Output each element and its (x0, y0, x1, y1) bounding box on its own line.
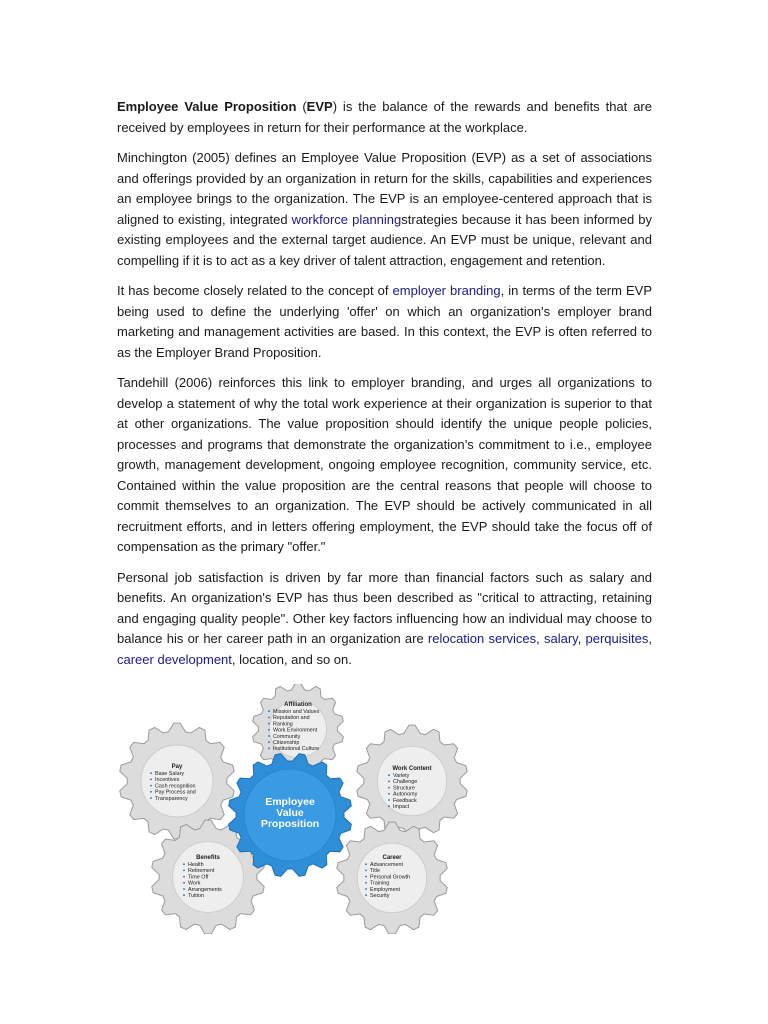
evp-gear-diagram (115, 684, 475, 934)
text-span: ( (296, 99, 307, 114)
gear-affiliation-item: Ranking (273, 721, 293, 728)
text-span: Tandehill (2006) reinforces this link to employer branding, and urges all organizations to develop a statement of why the total work experience at their organization is superior to that at other organizations. The value proposition should identify the unique people policies, processes and programs that demonstrate the organization’s commitment to i.e., employee growth, management development, ongoing employee recognition, community service, etc. Contained within the value proposition are the central reasons that people will choose to commit themselves to an organization. The EVP should be actively communicated in all recruitment efforts, and in letters offering employment, the EVP should take the focus off of compensation as the primary "offer." (117, 375, 652, 554)
text-span: strategies because it has been informed by existing employees and the external target audience. An EVP must be unique, relevant and compelling if it is to act as a key driver of talent attraction, engagement and retention. (117, 211, 653, 268)
gear-career-title: Career (382, 855, 402, 861)
link-salary[interactable]: salary (543, 631, 578, 646)
paragraph-employer-branding (117, 281, 652, 363)
paragraph-job-satisfaction (117, 568, 652, 671)
bullet-icon (150, 772, 152, 774)
bullet-icon (268, 717, 270, 719)
gear-affiliation-item: Work Environment (273, 727, 318, 734)
bullet-icon (388, 787, 390, 789)
gear-benefits-item: Arrangements (188, 886, 222, 893)
bullet-icon (268, 735, 270, 737)
gear-work_content-item: Impact (393, 804, 410, 810)
bullet-icon (183, 894, 185, 896)
gear-work_content-item: Autonomy (393, 791, 418, 798)
text-span: , location, and so on. (231, 651, 352, 667)
gear-career-item: Personal Growth (370, 874, 411, 881)
bullet-icon (388, 793, 390, 795)
gear-work_content (357, 725, 467, 837)
gear-affiliation-item: Institutional Culture (273, 746, 320, 753)
gear-pay (120, 723, 234, 839)
bullet-icon (388, 805, 390, 807)
bullet-icon (268, 748, 270, 750)
bullet-icon (268, 741, 270, 743)
gear-career-item: Training (370, 880, 390, 887)
bullet-icon (365, 882, 367, 884)
gear-work_content-item: Structure (393, 785, 415, 792)
gear-benefits-item: Tuition (188, 893, 204, 899)
bullet-icon (365, 870, 367, 872)
gear-career-item: Title (370, 868, 380, 875)
gear-benefits-item: Work (188, 880, 201, 887)
gear-work_content-item: Variety (393, 773, 410, 779)
bullet-icon (150, 785, 152, 787)
bullet-icon (388, 774, 390, 776)
bullet-icon (150, 779, 152, 781)
bullet-icon (183, 882, 185, 884)
gear-benefits-title: Benefits (196, 855, 220, 861)
gear-diagram-svg (115, 684, 475, 934)
text-span: Personal job satisfaction is driven by far more than financial factors such as salary and benefits. An organization's EVP has thus been described as "critical to attracting, retaining and engaging quality people". Other key factors influencing how an individual may choose to balance his or her career path in an organization are (117, 569, 652, 646)
gear-affiliation-item: Citizenship (273, 740, 300, 746)
gear-work_content-item: Challenge (393, 779, 418, 786)
gear-pay-item: Base Salary (155, 771, 185, 777)
document-body (117, 97, 652, 680)
bullet-icon (365, 863, 367, 865)
bullet-icon (150, 797, 152, 799)
text-span: Minchington (2005) defines an Employee Value Proposition (EVP) as a set of associations and offerings provided by an organization in return for the skills, capabilities and experiences an employee brings to the organization. The EVP is an employee-centered approach that is aligned to existing, integrated (117, 150, 652, 227)
bullet-icon (150, 791, 152, 793)
gear-affiliation-item: Reputation and (273, 715, 310, 722)
bullet-icon (365, 888, 367, 890)
bullet-icon (268, 710, 270, 712)
bullet-icon (183, 888, 185, 890)
gear-career-item: Advancement (370, 862, 403, 868)
gear-career-item: Employment (370, 886, 400, 893)
gear-pay-title: Pay (171, 764, 183, 770)
gear-benefits-item: Health (188, 862, 204, 868)
gear-pay-item: Pay Process and (155, 789, 196, 796)
gear-center-line2: Value (276, 807, 304, 819)
abbr-evp: EVP (306, 99, 333, 114)
gear-affiliation-item: Community (273, 733, 301, 740)
gear-pay-item: Cash recognition (155, 783, 196, 790)
term-evp: Employee Value Proposition (117, 99, 297, 114)
bullet-icon (183, 876, 185, 878)
bullet-icon (388, 781, 390, 783)
gear-work_content-item: Feedback (393, 797, 417, 804)
gear-affiliation-title: Affiliation (284, 702, 312, 708)
gear-career (337, 822, 447, 934)
gear-benefits-item: Retirement (188, 868, 215, 875)
gear-benefits-item: Time Off (188, 874, 209, 881)
link-perquisites[interactable]: perquisites (585, 631, 649, 646)
text-span: , (577, 631, 586, 646)
bullet-icon (388, 799, 390, 801)
link-relocation-services[interactable]: relocation services (427, 631, 537, 646)
text-span: It has become closely related to the concept of (117, 283, 393, 298)
text-span: , (648, 631, 653, 646)
link-career-development[interactable]: career development (117, 651, 232, 667)
bullet-icon (365, 876, 367, 878)
gear-center-line3: Proposition (260, 818, 320, 830)
bullet-icon (268, 723, 270, 725)
gear-career-item: Security (370, 893, 390, 899)
gear-center-line1: Employee (265, 796, 315, 808)
gear-pay-item: Incentives (155, 777, 180, 784)
bullet-icon (183, 870, 185, 872)
text-span: ) is the balance of the rewards and benefits that are received by employees in return for their performance at the workplace. (117, 99, 652, 135)
gear-affiliation-item: Mission and Values (273, 709, 320, 715)
link-employer-branding[interactable]: employer branding (392, 283, 501, 298)
gear-pay-item: Transparency (155, 795, 188, 802)
paragraph-evp-definition (117, 97, 652, 138)
gear-work_content-title: Work Content (392, 766, 432, 772)
link-workforce-planning[interactable]: workforce planning (291, 211, 402, 227)
bullet-icon (183, 863, 185, 865)
text-span: , in terms of the term EVP being used to define the underlying 'offer' on which an organization's employer brand marketing and management activities are based. In this context, the EVP is often referred to as the Employer Brand Proposition. (117, 283, 653, 360)
text-span: , (536, 631, 544, 646)
bullet-icon (365, 894, 367, 896)
paragraph-tandehill (117, 373, 652, 558)
paragraph-minchington (117, 148, 652, 271)
bullet-icon (268, 729, 270, 731)
